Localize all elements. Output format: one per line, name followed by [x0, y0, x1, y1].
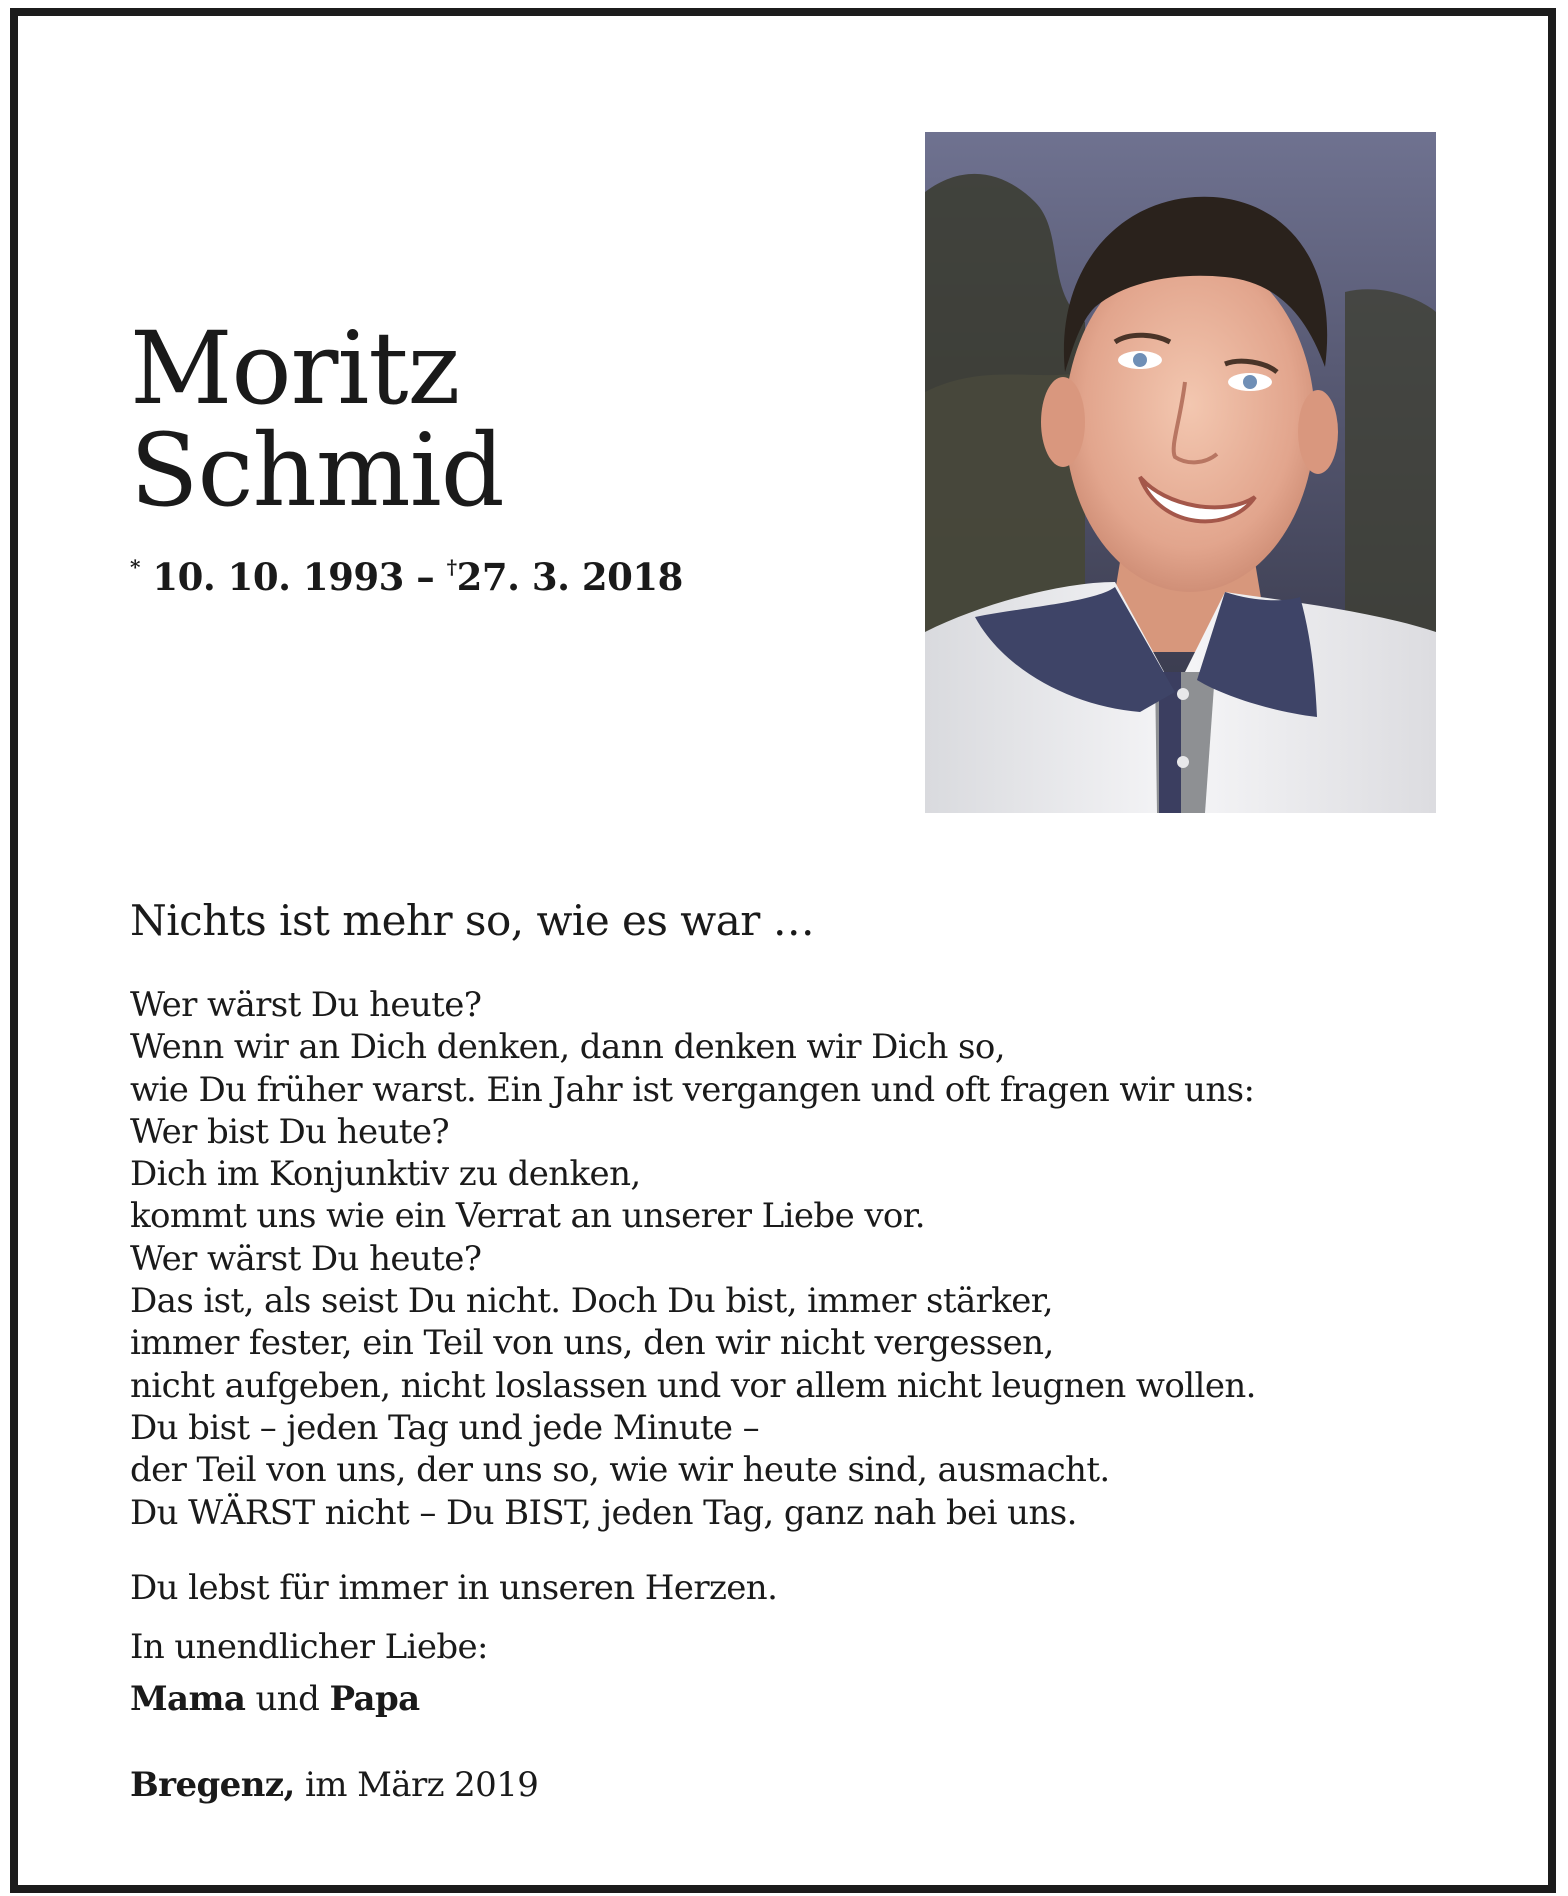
closing-line-2: In unendlicher Liebe: [130, 1627, 488, 1667]
last-name: Schmid [130, 412, 504, 529]
place: Bregenz, [130, 1765, 295, 1805]
death-symbol: † [446, 555, 457, 579]
date-text: im März 2019 [294, 1765, 539, 1805]
poem-line: Wer wärst Du heute? [130, 1238, 482, 1279]
signer-papa: Papa [329, 1679, 420, 1719]
portrait-illustration [925, 132, 1436, 813]
poem-line: Wenn wir an Dich denken, dann denken wir Dich so, [130, 1027, 1005, 1068]
poem-line: wie Du früher warst. Ein Jahr ist vergangen und oft fragen wir uns: [130, 1069, 1255, 1110]
signer-mama: Mama [130, 1679, 246, 1719]
birth-date: 10. 10. 1993 [152, 555, 404, 599]
place-date [130, 1765, 538, 1805]
poem-line: der Teil von uns, der uns so, wie wir heute sind, ausmacht. [130, 1450, 1110, 1491]
life-dates [130, 555, 683, 599]
death-date: 27. 3. 2018 [456, 555, 683, 599]
poem-line: Wer bist Du heute? [130, 1111, 450, 1152]
poem-line: Wer wärst Du heute? [130, 985, 482, 1025]
poem [130, 984, 1256, 1534]
first-name: Moritz [130, 310, 460, 427]
poem-line: nicht aufgeben, nicht loslassen und vor allem nicht leugnen wollen. [130, 1365, 1256, 1406]
poem-line: Das ist, als seist Du nicht. Doch Du bist, immer stärker, [130, 1281, 1053, 1322]
poem-line: Du WÄRST nicht – Du BIST, jeden Tag, ganz nah bei uns. [130, 1492, 1077, 1533]
date-dash: – [403, 555, 447, 599]
headline: Nichts ist mehr so, wie es war … [130, 896, 815, 945]
poem-line: Du bist – jeden Tag und jede Minute – [130, 1407, 760, 1448]
poem-line: kommt uns wie ein Verrat an unserer Liebe vor. [130, 1196, 925, 1237]
closing-line-1: Du lebst für immer in unseren Herzen. [130, 1568, 778, 1608]
birth-symbol: * [130, 555, 140, 579]
signature [130, 1679, 420, 1719]
deceased-name [130, 310, 504, 529]
poem-line: Dich im Konjunktiv zu denken, [130, 1154, 641, 1195]
signer-conjunction: und [245, 1679, 330, 1719]
portrait-photo [925, 132, 1436, 813]
poem-line: immer fester, ein Teil von uns, den wir nicht vergessen, [130, 1323, 1054, 1364]
